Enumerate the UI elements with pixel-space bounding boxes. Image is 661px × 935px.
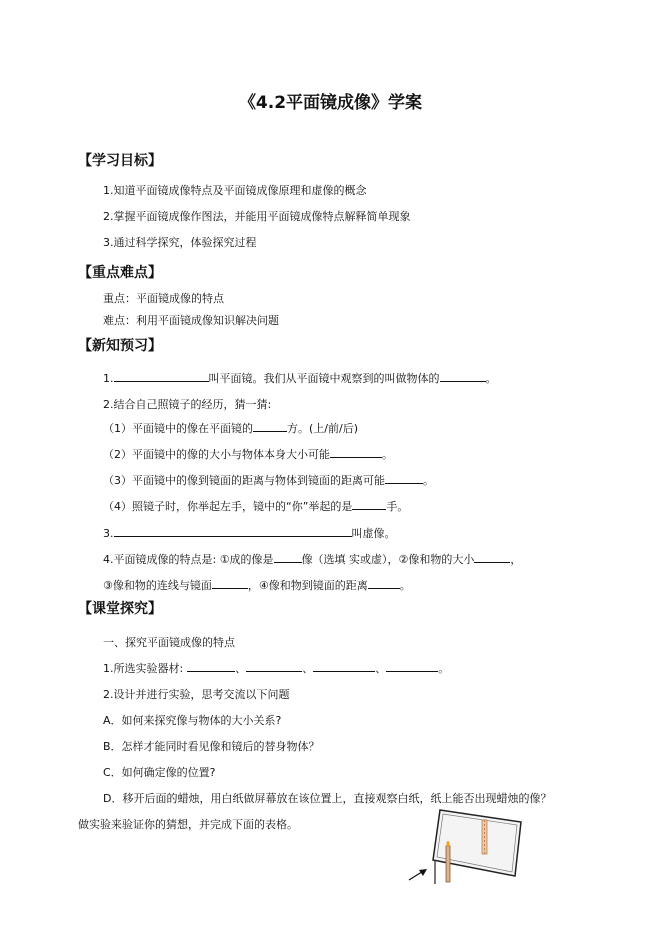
answer-blank[interactable] [313, 660, 375, 672]
preview-q4-cont: ③像和物的连线与镜面 ，④像和物到镜面的距离 。 [103, 579, 411, 592]
key-heading: 【重点难点】 [78, 265, 162, 281]
answer-blank[interactable] [274, 551, 302, 563]
preview-q2-1: （1）平面镜中的像在平面镜的 方。(上/前/后) [103, 422, 358, 435]
goal-item: 1.知道平面镜成像特点及平面镜成像原理和虚像的概念 [103, 184, 367, 197]
preview-q2: 2.结合自己照镜子的经历，猜一猜: [103, 398, 272, 411]
mirror-experiment-figure [405, 808, 530, 888]
answer-blank[interactable] [385, 472, 423, 484]
candle-front [446, 846, 450, 882]
answer-blank[interactable] [246, 660, 302, 672]
answer-blank[interactable] [352, 498, 386, 510]
preview-q2-2: （2）平面镜中的像的大小与物体本身大小可能 。 [103, 448, 393, 461]
preview-q2-4: （4）照镜子时，你举起左手，镜中的“你”举起的是 手。 [103, 500, 409, 513]
explore-section: 一、探究平面镜成像的特点 [103, 636, 235, 649]
answer-blank[interactable] [368, 577, 400, 589]
explore-design: 2.设计并进行实验，思考交流以下问题 [103, 688, 290, 701]
explore-materials: 1.所选实验器材: 、 、 、 。 [103, 662, 450, 675]
answer-blank[interactable] [212, 577, 248, 589]
candle-flame [446, 841, 449, 847]
answer-blank[interactable] [386, 660, 438, 672]
goal-item: 3.通过科学探究，体验探究过程 [103, 236, 257, 249]
preview-q1: 1. 叫平面镜。我们从平面镜中观察到的叫做物体的 。 [103, 372, 497, 385]
explore-heading: 【课堂探究】 [78, 601, 162, 617]
key-focus: 重点：平面镜成像的特点 [103, 292, 224, 305]
answer-blank[interactable] [187, 660, 235, 672]
explore-question-d-cont: 做实验来验证你的猜想，并完成下面的表格。 [78, 818, 298, 831]
answer-blank[interactable] [474, 551, 510, 563]
answer-blank[interactable] [253, 420, 287, 432]
page-title: 《4.2平面镜成像》学案 [238, 93, 423, 113]
explore-question-c: C．如何确定像的位置? [103, 766, 216, 779]
preview-q2-3: （3）平面镜中的像到镜面的距离与物体到镜面的距离可能 。 [103, 474, 434, 487]
answer-blank[interactable] [330, 446, 382, 458]
key-difficulty: 难点：利用平面镜成像知识解决问题 [103, 314, 279, 327]
explore-question-a: A．如何来探究像与物体的大小关系? [103, 714, 282, 727]
preview-heading: 【新知预习】 [78, 338, 162, 354]
answer-blank[interactable] [114, 370, 209, 382]
answer-blank[interactable] [114, 525, 352, 537]
preview-q3: 3. 叫虚像。 [103, 527, 396, 540]
preview-q4: 4.平面镜成像的特点是: ①成的像是 像（选填 实或虚），②像和物的大小 ， [103, 553, 522, 566]
goals-heading: 【学习目标】 [78, 153, 162, 169]
goal-item: 2.掌握平面镜成像作图法，并能用平面镜成像特点解释简单现象 [103, 210, 411, 223]
explore-question-d: D．移开后面的蜡烛，用白纸做屏幕放在该位置上，直接观察白纸，纸上能否出现蜡烛的像？ [103, 792, 552, 805]
answer-blank[interactable] [440, 370, 486, 382]
explore-question-b: B．怎样才能同时看见像和镜后的替身物体？ [103, 740, 320, 753]
